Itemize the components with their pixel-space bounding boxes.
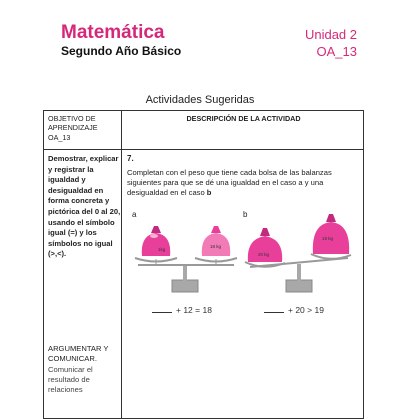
case-a-expression-text: + 12 = 18 bbox=[176, 305, 212, 315]
description-header-cell bbox=[121, 110, 364, 150]
bag-b-left bbox=[248, 228, 282, 262]
case-b-expression-text: + 20 > 19 bbox=[288, 305, 324, 315]
case-b-blank[interactable] bbox=[264, 306, 284, 313]
activity-text bbox=[127, 168, 357, 198]
bag-a-left-label: 1kg bbox=[158, 247, 166, 252]
objective-header-cell bbox=[43, 110, 122, 150]
section-title: Actividades Sugeridas bbox=[145, 94, 255, 106]
case-a-blank[interactable] bbox=[152, 306, 172, 313]
skill-text: Comunicar el resultado de relaciones bbox=[48, 365, 93, 394]
objective-body-cell bbox=[43, 149, 122, 419]
bag-b-right-label: 19 kg bbox=[322, 236, 334, 241]
balance-a-illustration bbox=[130, 220, 242, 302]
header-oa: OA_13 bbox=[316, 44, 357, 59]
activity-number: 7. bbox=[127, 154, 134, 163]
case-a-expression bbox=[152, 305, 212, 315]
header-unit: Unidad 2 bbox=[304, 27, 357, 42]
balance-b-illustration bbox=[242, 214, 354, 302]
bag-b-left-label: 20 kg bbox=[258, 252, 270, 257]
objective-header-text: OBJETIVO DE APRENDIZAJE OA_13 bbox=[48, 114, 98, 142]
description-header-text: DESCRIPCIÓN DE LA ACTIVIDAD bbox=[186, 114, 301, 123]
header-title: Matemática bbox=[61, 22, 165, 43]
bag-a-left bbox=[142, 226, 170, 256]
skill-title: ARGUMENTAR Y COMUNICAR. bbox=[48, 344, 109, 363]
activities-table bbox=[43, 110, 364, 410]
objective-text: Demostrar, explicar y registrar la igualdad y desigualdad en forma concreta y pictórica del 0 al 20, usando el símbolo igual (=) y los símbolos no igual (>,<). bbox=[48, 154, 121, 259]
balance-a-scale bbox=[135, 258, 237, 292]
activity-text-main: Completan con el peso que tiene cada bolsa de las balanzas siguientes para que se dé una igualdad en el caso a y una desigualdad en el caso bbox=[127, 168, 332, 197]
bag-b-right bbox=[313, 214, 349, 254]
bag-a-right-label: 18 kg bbox=[210, 244, 222, 249]
case-b-label: b bbox=[243, 210, 248, 219]
case-a-label: a bbox=[132, 210, 137, 219]
bag-a-right bbox=[202, 226, 230, 256]
activity-text-bold: b bbox=[206, 188, 212, 197]
case-b-expression bbox=[264, 305, 324, 315]
description-body-cell bbox=[121, 149, 364, 419]
header-subtitle: Segundo Año Básico bbox=[61, 44, 182, 58]
